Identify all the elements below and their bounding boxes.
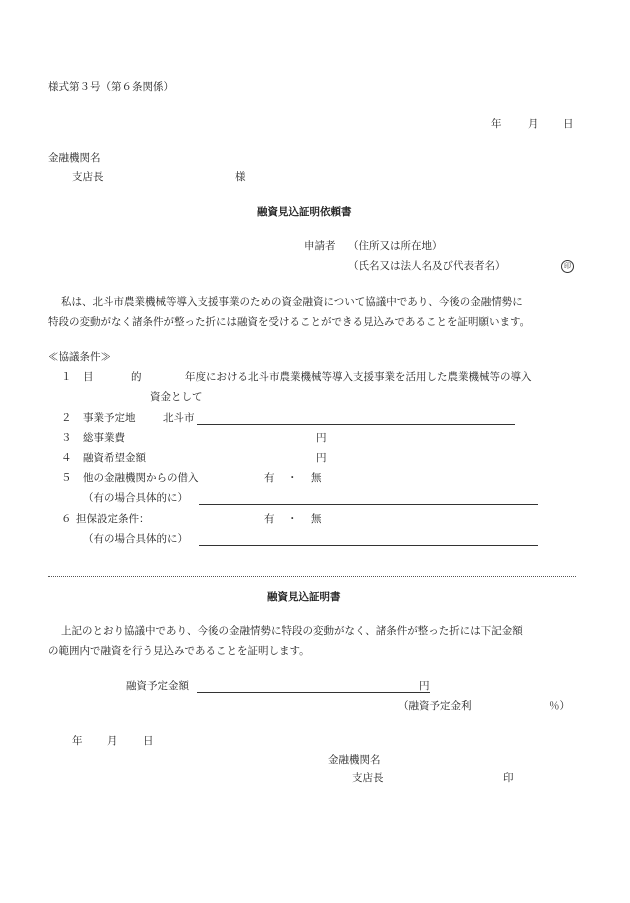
item-text-cont: 資金として (150, 391, 203, 403)
applicant-label: 申請者 (304, 240, 336, 252)
certificate-body-line1: 上記のとおり協議中であり、今後の金融情勢に特段の変動がなく、諸条件が整った折には下記金額 (61, 625, 523, 637)
item-label: 担保設定条件： (76, 513, 150, 525)
date-day-label: 日 (563, 118, 574, 130)
item-label: 融資希望金額 (83, 452, 146, 464)
item-number: １ (61, 371, 72, 383)
item-detail-label: （有の場合具体的に） (83, 533, 188, 545)
blank-line (197, 424, 515, 425)
option-no: 無 (311, 472, 322, 484)
form-number: 様式第３号（第６条関係） (48, 81, 174, 93)
blank-line (199, 545, 538, 546)
item-number: ４ (61, 452, 72, 464)
item-unit: 円 (316, 452, 327, 464)
option-no: 無 (311, 513, 322, 525)
item-text: 年度における北斗市農業機械等導入支援事業を活用した農業機械等の導入 (185, 371, 532, 383)
date-year-label: 年 (491, 118, 502, 130)
applicant-address-label: （住所又は所在地） (348, 240, 443, 252)
issuer-institution-label: 金融機関名 (328, 754, 381, 766)
request-title: 融資見込証明依頼書 (257, 206, 352, 218)
item-detail-label: （有の場合具体的に） (83, 492, 188, 504)
applicant-seal (561, 260, 574, 273)
addressee-honorific: 様 (235, 171, 246, 183)
option-yes: 有 (264, 513, 275, 525)
option-separator: ・ (287, 472, 298, 484)
date-month-label: 月 (528, 118, 539, 130)
option-yes: 有 (264, 472, 275, 484)
issuer-seal: 印 (503, 772, 514, 784)
certificate-body-line2: の範囲内で融資を行う見込みであることを証明します。 (48, 645, 310, 657)
rate-label: （融資予定金利 (398, 700, 472, 712)
blank-line (199, 504, 538, 505)
item-number: ２ (61, 412, 72, 424)
cert-date-day: 日 (143, 735, 154, 747)
amount-unit: 円 (419, 680, 430, 692)
item-label: 他の金融機関からの借入 (83, 472, 199, 484)
amount-blank-line (197, 692, 430, 693)
amount-label: 融資予定金額 (126, 680, 189, 692)
seal-stamp: 印 (561, 260, 574, 273)
issuer-branch-label: 支店長 (352, 772, 384, 784)
item-label-b: 的 (131, 371, 142, 383)
addressee-institution-label: 金融機関名 (48, 152, 101, 164)
request-body-line1: 私は、北斗市農業機械等導入支援事業のための資金融資について協議中であり、今後の金融情勢に (61, 296, 523, 308)
cert-date-month: 月 (107, 735, 118, 747)
cert-date-year: 年 (72, 735, 83, 747)
cut-line-divider (48, 576, 576, 577)
item-unit: 円 (316, 432, 327, 444)
item-number: ３ (61, 432, 72, 444)
conditions-heading: ≪協議条件≫ (48, 351, 111, 363)
applicant-name-label: （氏名又は法人名及び代表者名） (348, 260, 506, 272)
option-separator: ・ (287, 513, 298, 525)
item-value: 北斗市 (163, 412, 195, 424)
item-number: ５ (61, 472, 72, 484)
addressee-branch-label: 支店長 (72, 171, 104, 183)
request-body-line2: 特段の変動がなく諸条件が整った折には融資を受けることができる見込みであることを証明願います。 (48, 316, 531, 328)
item-label: 事業予定地 (83, 412, 136, 424)
rate-unit: ％） (549, 700, 570, 712)
item-label-a: 目 (83, 371, 94, 383)
item-number: ６ (61, 513, 72, 525)
item-label: 総事業費 (83, 432, 125, 444)
certificate-title: 融資見込証明書 (267, 591, 341, 603)
